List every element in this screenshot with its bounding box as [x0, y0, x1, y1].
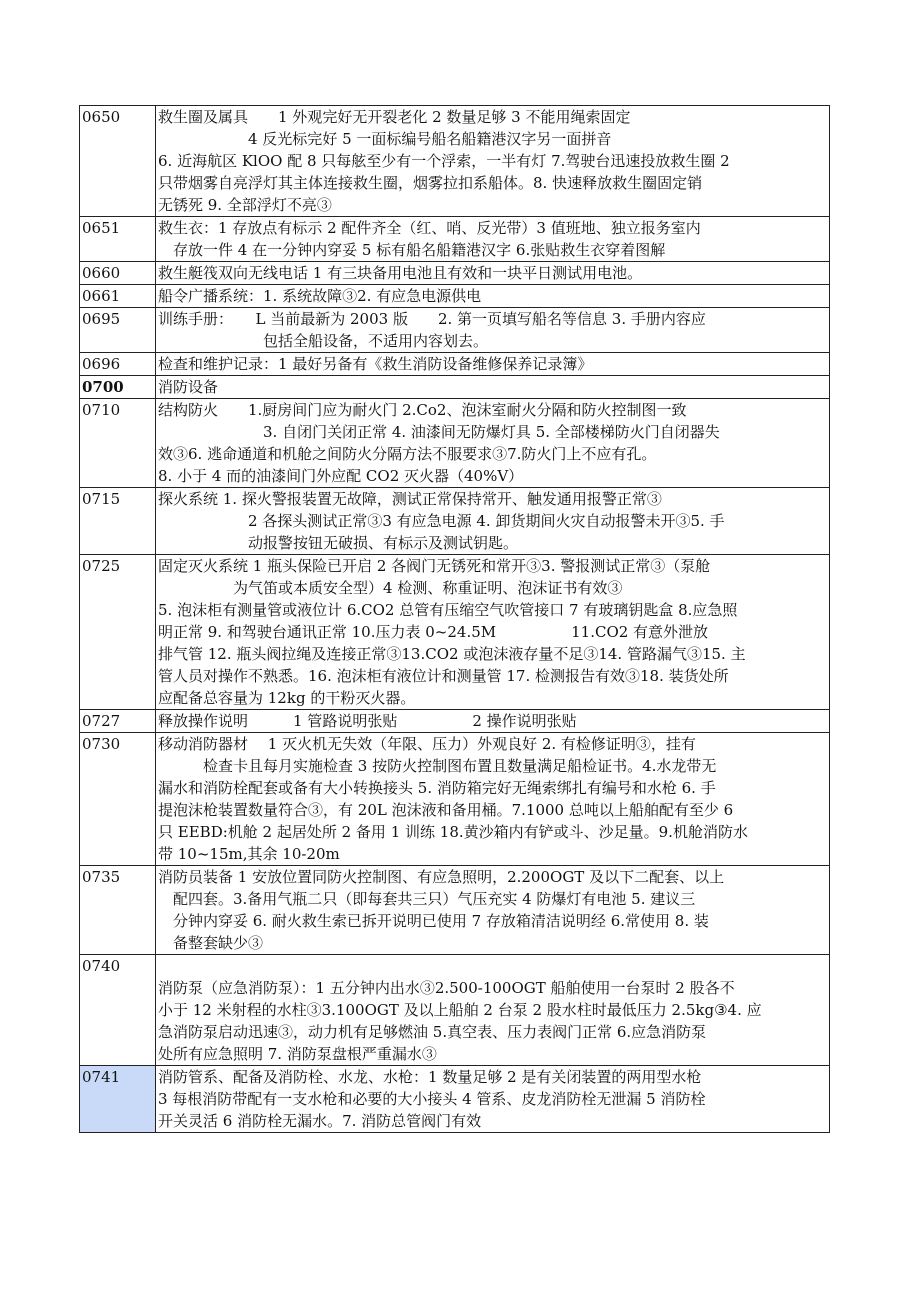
table-row	[80, 866, 830, 955]
item-description	[156, 353, 830, 376]
item-code: 0651	[80, 217, 156, 262]
table-row	[80, 555, 830, 710]
description-line: 排气管 12. 瓶头阀拉绳及连接正常③13.CO2 或泡沫液存量不足③14. 管路漏气③15. 主	[158, 645, 746, 663]
description-line: 探火系统 1. 探火警报装置无故障，测试正常保持常开、触发通用报警正常③	[158, 490, 662, 508]
item-description	[156, 555, 830, 710]
item-code: 0730	[80, 733, 156, 866]
item-description	[156, 376, 830, 399]
description-line: 救生艇筏双向无线电话 1 有三块备用电池且有效和一块平日测试用电池。	[158, 264, 643, 282]
description-line: 带 10~15m,其余 10-20m	[158, 845, 340, 863]
item-code: 0700	[80, 376, 156, 399]
item-description	[156, 285, 830, 308]
item-description	[156, 217, 830, 262]
item-description	[156, 955, 830, 1066]
description-line: 船令广播系统：1. 系统故障③2. 有应急电源供电	[158, 287, 482, 305]
inspection-table	[79, 105, 830, 1133]
item-description	[156, 262, 830, 285]
item-code: 0696	[80, 353, 156, 376]
description-line: 检查和维护记录：1 最好另备有《救生消防设备维修保养记录簿》	[158, 355, 593, 373]
description-line: 开关灵活 6 消防栓无漏水。7. 消防总管阀门有效	[158, 1112, 482, 1130]
description-line: 急消防泵启动迅速③，动力机有足够燃油 5.真空表、压力表阀门正常 6.应急消防泵	[158, 1023, 707, 1041]
description-line: 消防员装备 1 安放位置同防火控制图、有应急照明，2.200OGT 及以下二配套、以上	[158, 868, 725, 886]
table-row	[80, 217, 830, 262]
item-description	[156, 106, 830, 217]
description-line: 8. 小于 4 而的油漆间门外应配 CO2 灭火器（40%V）	[158, 467, 524, 485]
description-line: 3. 自闭门关闭正常 4. 油漆间无防爆灯具 5. 全部楼梯防火门自闭器失	[158, 423, 720, 441]
table-row	[80, 106, 830, 217]
description-line: 消防设备	[158, 378, 219, 396]
description-line: 移动消防器材 1 灭火机无失效（年限、压力）外观良好 2. 有检修证明③，挂有	[158, 735, 696, 753]
table-row	[80, 733, 830, 866]
description-line: 固定灭火系统 1 瓶头保险已开启 2 各阀门无锈死和常开③3. 警报测试正常③（泵舱	[158, 557, 711, 575]
description-line: 效③6. 逃命通道和机舱之间防火分隔方法不服要求③7.防火门上不应有孔。	[158, 445, 657, 463]
item-description	[156, 866, 830, 955]
table-body	[80, 106, 830, 1133]
description-line: 4 反光标完好 5 一面标编号船名船籍港汉字另一面拼音	[158, 130, 612, 148]
description-line: 存放一件 4 在一分钟内穿妥 5 标有船名船籍港汉字 6.张贴救生衣穿着图解	[158, 241, 666, 259]
description-line: 动报警按钮无破损、有标示及测试钥匙。	[158, 534, 519, 552]
item-code: 0727	[80, 710, 156, 733]
item-description	[156, 1066, 830, 1133]
description-line: 包括全船设备，不适用内容划去。	[158, 332, 489, 350]
item-description	[156, 308, 830, 353]
item-code: 0660	[80, 262, 156, 285]
description-line: 提泡沫枪装置数量符合③，有 20L 泡沫液和备用桶。7.1000 总吨以上船舶配有至少 6	[158, 801, 734, 819]
description-line: 只带烟雾自亮浮灯其主体连接救生圈，烟雾拉扣系船体。8. 快速释放救生圈固定销	[158, 174, 703, 192]
description-line: 检查卡且每月实施检查 3 按防火控制图布置且数量满足船检证书。4.水龙带无	[158, 757, 717, 775]
table-row	[80, 1066, 830, 1133]
table-row	[80, 353, 830, 376]
item-code: 0710	[80, 399, 156, 488]
description-line: 无锈死 9. 全部浮灯不亮③	[158, 196, 332, 214]
description-line: 6. 近海航区 KlOO 配 8 只每舷至少有一个浮索，一半有灯 7.驾驶台迅速投放救生圈 2	[158, 152, 730, 170]
item-code: 0725	[80, 555, 156, 710]
description-line: 救生圈及属具 1 外观完好无开裂老化 2 数量足够 3 不能用绳索固定	[158, 108, 631, 126]
description-line: 应配备总容量为 12kg 的干粉灭火器。	[158, 689, 416, 707]
description-line: 消防管系、配备及消防栓、水龙、水枪：1 数量足够 2 是有关闭装置的两用型水枪	[158, 1068, 702, 1086]
description-line	[158, 955, 827, 977]
item-code: 0735	[80, 866, 156, 955]
item-description	[156, 710, 830, 733]
description-line: 管人员对操作不熟悉。16. 泡沫柜有液位计和测量管 17. 检测报告有效③18. 装货处所	[158, 667, 729, 685]
description-line: 漏水和消防栓配套或备有大小转换接头 5. 消防箱完好无绳索绑扎有编号和水枪 6. 手	[158, 779, 716, 797]
description-line: 训练手册： L 当前最新为 2003 版 2. 第一页填写船名等信息 3. 手册内容应	[158, 310, 706, 328]
description-line: 救生衣：1 存放点有标示 2 配件齐全（红、哨、反光带）3 值班地、独立报务室内	[158, 219, 701, 237]
item-description	[156, 488, 830, 555]
description-line: 明正常 9. 和驾驶台通讯正常 10.压力表 0~24.5M 11.CO2 有意外泄放	[158, 623, 709, 641]
table-row	[80, 262, 830, 285]
item-description	[156, 399, 830, 488]
description-line: 分钟内穿妥 6. 耐火救生索已拆开说明已使用 7 存放箱清洁说明经 6.常使用 8. 装	[158, 912, 709, 930]
description-line: 结构防火 1.厨房间门应为耐火门 2.Co2、泡沫室耐火分隔和防火控制图一致	[158, 401, 687, 419]
description-line: 消防泵（应急消防泵）：1 五分钟内出水③2.500-100OGT 船舶使用一台泵时 2 股各不	[158, 979, 735, 997]
item-code: 0715	[80, 488, 156, 555]
table-row	[80, 285, 830, 308]
table-row	[80, 488, 830, 555]
item-code: 0661	[80, 285, 156, 308]
table-row	[80, 710, 830, 733]
description-line: 释放操作说明 1 管路说明张贴 2 操作说明张贴	[158, 712, 577, 730]
table-row	[80, 955, 830, 1066]
item-code: 0650	[80, 106, 156, 217]
table-row	[80, 376, 830, 399]
description-line: 处所有应急照明 7. 消防泵盘根严重漏水③	[158, 1045, 437, 1063]
description-line: 只 EEBD:机舱 2 起居处所 2 备用 1 训练 18.黄沙箱内有铲或斗、沙足量。9.机舱消防水	[158, 823, 748, 841]
description-line: 5. 泡沫柜有测量管或液位计 6.CO2 总管有压缩空气吹管接口 7 有玻璃钥匙盒 8.应急照	[158, 601, 738, 619]
description-line: 为气笛或本质安全型）4 检测、称重证明、泡沫证书有效③	[158, 579, 623, 597]
table-row	[80, 308, 830, 353]
description-line: 备整套缺少③	[158, 934, 264, 952]
description-line: 2 各探头测试正常③3 有应急电源 4. 卸货期间火灾自动报警未开③5. 手	[158, 512, 725, 530]
item-code: 0741	[80, 1066, 156, 1133]
table-row	[80, 399, 830, 488]
item-code: 0740	[80, 955, 156, 1066]
item-code: 0695	[80, 308, 156, 353]
description-line: 小于 12 米射程的水柱③3.100OGT 及以上船舶 2 台泵 2 股水柱时最低压力 2.5kg③4. 应	[158, 1001, 762, 1019]
description-line: 3 每根消防带配有一支水枪和必要的大小接头 4 管系、皮龙消防栓无泄漏 5 消防栓	[158, 1090, 706, 1108]
description-line: 配四套。3.备用气瓶二只（即每套共三只）气压充实 4 防爆灯有电池 5. 建议三	[158, 890, 696, 908]
item-description	[156, 733, 830, 866]
